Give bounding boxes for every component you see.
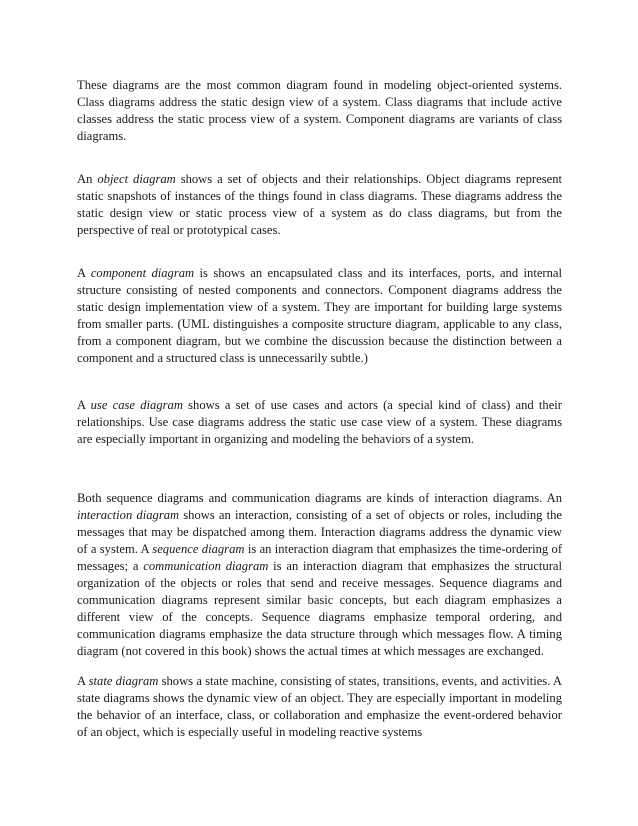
term-use-case-diagram: use case diagram <box>90 398 183 412</box>
paragraph-component-diagram <box>77 265 562 367</box>
term-object-diagram: object diagram <box>97 172 176 186</box>
term-component-diagram: component diagram <box>90 266 195 280</box>
text-segment: A <box>77 398 91 412</box>
text-segment: A <box>77 266 91 280</box>
text-segment: is an interaction diagram that emphasizes the structural organization of the objects or roles that send and receive messages. Sequence diagrams and communication diagrams represent similar basic concepts, but each diagram emphasizes a different view of the concepts. Sequence diagrams emphasize temporal ordering, and communication diagrams emphasize the data structure through which messages flow. A timing diagram (not covered in this book) shows the actual times at which messages are exchanged. <box>77 559 562 658</box>
text-segment: These diagrams are the most common diagram found in modeling object-oriented systems. Class diagrams address the static design view of a system. Class diagrams that include active classes address the static process view of a system. Component diagrams are variants of class diagrams. <box>77 78 562 143</box>
term-interaction-diagram: interaction diagram <box>77 508 180 522</box>
text-segment: is an interaction diagram that emphasizes the time-ordering of messages; a <box>77 542 563 573</box>
paragraph-state-diagram <box>77 673 562 741</box>
text-segment: is shows an encapsulated class and its interfaces, ports, and internal structure consisting of nested components and connectors. Component diagrams address the static design implementation view of a system. They are important for building large systems from smaller parts. (UML distinguishes a composite structure diagram, applicable to any class, from a component diagram, but we combine the discussion because the distinction between a component and a structured class is unnecessarily subtle.) <box>77 266 562 365</box>
text-segment: Both sequence diagrams and communication diagrams are kinds of interaction diagrams. An <box>77 491 562 505</box>
text-segment: shows a set of objects and their relationships. Object diagrams represent static snapshots of instances of the things found in class diagrams. These diagrams address the static design view or static process view of a system as do class diagrams, but from the perspective of real or prototypical cases. <box>77 172 562 237</box>
text-segment: shows an interaction, consisting of a set of objects or roles, including the messages that may be dispatched among them. Interaction diagrams address the dynamic view of a system. A <box>77 508 562 556</box>
paragraph-use-case-diagram <box>77 397 562 448</box>
term-state-diagram: state diagram <box>88 674 159 688</box>
text-segment: An <box>77 172 98 186</box>
text-segment: shows a state machine, consisting of states, transitions, events, and activities. A state diagrams shows the dynamic view of an object. They are especially important in modeling the behavior of an interface, class, or collaboration and emphasize the event-ordered behavior of an object, which is especially useful in modeling reactive systems <box>77 674 562 739</box>
text-segment: A <box>77 674 89 688</box>
paragraph-class-diagrams <box>77 77 562 145</box>
text-segment: shows a set of use cases and actors (a special kind of class) and their relationships. Use case diagrams address the static use case view of a system. These diagrams are especially important in organizing and modeling the behaviors of a system. <box>77 398 562 446</box>
paragraph-interaction-diagrams <box>77 490 562 660</box>
term-communication-diagram: communication diagram <box>143 559 269 573</box>
paragraph-object-diagram <box>77 171 562 239</box>
term-sequence-diagram: sequence diagram <box>152 542 245 556</box>
